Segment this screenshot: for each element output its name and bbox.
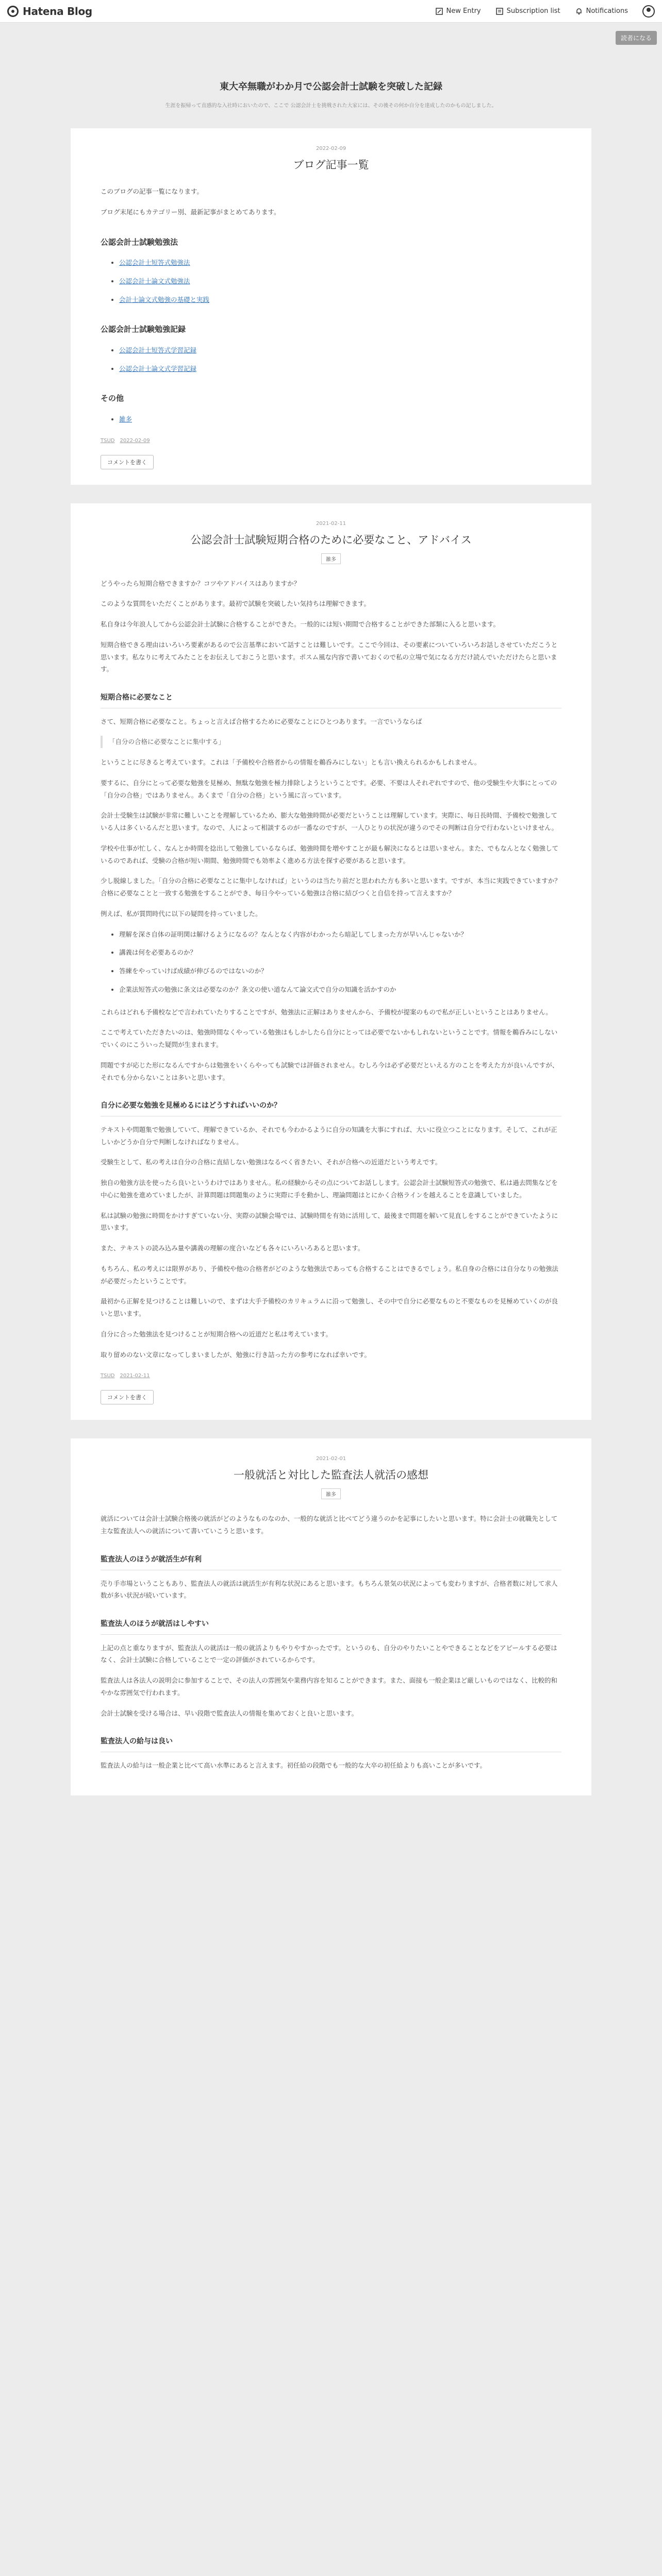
paragraph: もちろん、私の考えには限界があり、予備校や他の合格者がどのような勉強法であっても合格することはできるでしょう。私自身の合格には自分なりの勉強法が必要だったということです。	[101, 1264, 559, 1285]
section-heading: 監査法人の給与は良い	[101, 1735, 561, 1752]
category-badge[interactable]: 雑多	[321, 1488, 341, 1499]
new-entry-label: New Entry	[446, 7, 481, 15]
paragraph: 受験生として、私の考えは自分の合格に直結しない勉強はなるべく省きたい、それが合格への近道だという考えです。	[101, 1158, 442, 1166]
entry-footer	[101, 1373, 561, 1379]
paragraph: 監査法人の給与は一般企業と比べて高い水準にあると言えます。初任給の段階でも一般的な大卒の初任給よりも高いことが多いです。	[101, 1761, 487, 1769]
list-item	[119, 257, 561, 269]
section-heading: 自分に必要な勉強を見極めるにはどうすればいいのか？	[101, 1099, 561, 1116]
link-list	[119, 257, 561, 306]
entry-date[interactable]: 2021-02-11	[316, 520, 346, 527]
entry-article-jobhunt	[71, 1420, 591, 1795]
paragraph: 私自身は今年浪人してから公認会計士試験に合格することができた。一般的には短い期間で合格することができた部類に入ると思います。	[101, 620, 500, 628]
paragraph: テキストや問題集で勉強していて、理解できているか、それでも今わかるように自分の知識を大事にすれば、大いに役立つことになります。そして、これが正しいかどうか自分で判断しなければなりません。	[101, 1125, 557, 1146]
bell-icon	[575, 7, 583, 15]
paragraph: このブログの記事一覧になります。	[101, 188, 204, 195]
reader-button-wrap	[616, 31, 657, 45]
section-heading: 短期合格に必要なこと	[101, 691, 561, 708]
entry-article-advice	[71, 485, 591, 1420]
paragraph: 上記の点と重なりますが、監査法人の就活は一般の就活よりもやりやすかったです。というのも、自分のやりたいことやできることなどをアピールする必要はなく、会計士試験に合格していることで一定の評価がされているからです。	[101, 1643, 557, 1664]
paragraph: 取り留めのない文章になってしまいましたが、勉強に行き詰った方の参考になれば幸いです。	[101, 1350, 371, 1359]
paragraph: 短期合格できる理由はいろいろ要素があるので公言基準において話すことは難しいです。ここで今回は、その要素についていろいろお話しさせていただこうと思います。私なりに考えてみたことをお伝えしておこうと思います。ポスム風な内容で書いておくので私の立場で気になる方だけ読んでいただけたらと思います。	[101, 640, 558, 673]
entry-title[interactable]: 公認会計士試験短期合格のために必要なこと、アドバイス	[190, 533, 472, 546]
question-list	[119, 928, 561, 996]
article-link[interactable]: 公認会計士論文式学習記録	[119, 364, 197, 372]
paragraph: ここで考えていただきたいのは、勉強時間なくやっている勉強はもしかしたら自分にとっては必要でないかもしれないということです。情報を鵜呑みにしないでいくのにこういった疑問が生まれます。	[101, 1028, 558, 1049]
entry-title[interactable]: 一般就活と対比した監査法人就活の感想	[234, 1469, 428, 1482]
list-item	[119, 294, 561, 306]
paragraph: ブログ末尾にもカテゴリー別、最新記事がまとめてあります。	[101, 208, 280, 216]
entry-body	[101, 578, 561, 1361]
paragraph: どうやったら短期合格できますか？コツやアドバイスはありますか？	[101, 579, 301, 587]
list-item: • 企業法短答式の勉強に条文は必要なのか？条文の使い道なんて論文式で自分の知識を活かすのか	[119, 984, 561, 996]
paragraph: 要するに、自分にとって必要な勉強を見極め、無駄な勉強を極力排除しようということです。必要、不要は人それぞれですので、他の受験生や大事にとっての「自分の合格」ではありません。あくまで「自分の合格」という風に言っています。	[101, 778, 557, 799]
section-heading: その他	[101, 394, 124, 403]
author-link[interactable]: TSUD	[101, 1373, 115, 1379]
entry-title[interactable]: ブログ記事一覧	[293, 159, 369, 171]
list-item: • 講義は何を必要あるのか？	[119, 946, 561, 959]
section-heading: 公認会計士試験勉強法	[101, 237, 178, 247]
user-icon[interactable]	[642, 5, 655, 18]
global-header	[0, 0, 662, 23]
blog-title[interactable]: 東大卒無職がわか月で公認会計士試験を突破した記録	[220, 81, 442, 92]
book-icon	[495, 7, 504, 15]
notifications-button[interactable]	[575, 7, 628, 15]
list-item: • 答練をやっていけば成績が伸びるのではないのか？	[119, 965, 561, 977]
list-item	[119, 275, 561, 287]
hatena-logo[interactable]	[7, 5, 92, 18]
section-heading: 監査法人のほうが就活生が有利	[101, 1553, 561, 1570]
paragraph: 学校や仕事が忙しく、なんとか時間を捻出して勉強しているならば、勉強時間を増やすことが最も解決になるとは思いません。また、でもなんとなく勉強しているのであれば、受験の合格が短い期間、勉強時間でも効率よく進める方法を探す必要があると思います。	[101, 844, 559, 865]
subscription-list-button[interactable]	[495, 7, 560, 15]
paragraph: ということに尽きると考えています。これは「予備校や合格者からの情報を鵜呑みにしない」とも言い換えられるかもしれません。	[101, 758, 481, 767]
article-link[interactable]: 公認会計士短答式勉強法	[119, 259, 190, 266]
paragraph: 監査法人は各法人の説明会に参加することで、その法人の雰囲気や業務内容を知ることができます。また、面接も一般企業ほど厳しいものではなく、比較的和やかな雰囲気で行われます。	[101, 1676, 558, 1697]
hatena-logo-icon	[7, 6, 19, 17]
entry-footer	[101, 438, 561, 444]
write-comment-button[interactable]: コメントを書く	[101, 455, 154, 469]
article-link[interactable]: 公認会計士論文式勉強法	[119, 277, 190, 285]
author-link[interactable]: TSUD	[101, 437, 115, 444]
permalink[interactable]: 2022-02-09	[120, 437, 150, 444]
link-list	[119, 344, 561, 375]
section-heading: 監査法人のほうが就活はしやすい	[101, 1617, 561, 1635]
link-list	[119, 413, 561, 426]
logo-text: Hatena Blog	[23, 5, 92, 18]
paragraph: 少し脱線しました。「自分の合格に必要なことに集中しなければ」というのは当たり前だと思われた方も多いと思います。ですが、本当に実践できていますか？合格に必要なことと一致する勉強をすることができ、毎日今やっている勉強は合格に結びつくと自信を持って言えますか？	[101, 877, 561, 897]
list-item: • 理解を深さ自体の証明関は解けるようになるの？なんとなく内容がわかったら暗記してしまった方が早いんじゃないか？	[119, 928, 561, 941]
paragraph: また、テキストの読み込み量や講義の理解の度合いなども各々にいろいろあると思います。	[101, 1244, 365, 1252]
paragraph: 就活については会計士試験合格後の就活がどのようなものなのか、一般的な就活と比べてどう違うのかを記事にしたいと思います。特に会計士の就職先として主な監査法人への就活について書いていこうと思います。	[101, 1515, 558, 1535]
list-item	[119, 363, 561, 375]
permalink[interactable]: 2021-02-11	[120, 1373, 150, 1379]
blog-description: 生涯を振帰って直感的な入社時においたので、ここで 公認会計士を挑戦された大家には、その後その何か自分を達成したのかもの記しました。	[165, 103, 497, 109]
article-link[interactable]: 雑多	[119, 415, 133, 423]
paragraph: 私は試験の勉強に時間をかけすぎていない分、実際の試験会場では、試験時間を有効に活用して、最後まで問題を解いて見直しをすることができていたように思います。	[101, 1211, 558, 1232]
section-heading: 公認会計士試験勉強記録	[101, 325, 186, 334]
paragraph: さて、短期合格に必要なこと。ちょっと言えば合格するために必要なことにひとつあります。一言でいうならば	[101, 717, 422, 725]
paragraph: これらはどれも予備校などで言われていたりすることですが、勉強法に正解はありませんから、予備校が提案のもので私が正しいということはありません。	[101, 1008, 552, 1016]
entry-body	[101, 1513, 561, 1771]
blog-header	[0, 23, 662, 128]
quote: 「自分の合格に必要なことに集中する」	[101, 736, 561, 748]
entry-article-list	[71, 128, 591, 485]
list-item	[119, 413, 561, 426]
entry-body	[101, 185, 561, 426]
list-item	[119, 344, 561, 357]
paragraph: 問題ですが応じた形になるんですからは勉強をいくらやっても試験では評価されません。むしろ今は必ず必要だといえる方のことを考えた方が良いんですが、それでも分からないことは多いと思います。	[101, 1061, 559, 1081]
paragraph: このような質問をいただくことがあります。最初で試験を突破したい気持ちは理解できます。	[101, 600, 371, 608]
category-badge[interactable]: 雑多	[321, 553, 341, 564]
paragraph: 自分に合った勉強法を見つけることが短期合格への近道だと私は考えています。	[101, 1330, 333, 1338]
paragraph: 会計士試験を受ける場合は、早い段階で監査法人の情報を集めておくと良いと思います。	[101, 1709, 358, 1717]
paragraph: 会計士受験生は試験が非常に難しいことを理解しているため、膨大な勉強時間が必要だということは理解しています。実際に、毎日長時間、予備校で勉強している人は多くいるんだと思います。なので、人によって相談するのが一番なのですが、一人ひとりの状況が違うのでその判断は自分で行わないといけません。	[101, 811, 558, 832]
article-link[interactable]: 公認会計士短答式学習記録	[119, 346, 197, 354]
entry-date[interactable]: 2022-02-09	[316, 146, 346, 151]
subscription-label: Subscription list	[506, 7, 560, 15]
paragraph: 最初から正解を見つけることは難しいので、まずは大手予備校のカリキュラムに沿って勉強し、その中で自分に必要なものと不要なものを見極めていくのが良いと思います。	[101, 1297, 558, 1318]
write-comment-button[interactable]: コメントを書く	[101, 1390, 154, 1404]
paragraph: 独自の勉強方法を使ったら良いというわけではありません。私の経験からその点についてお話しします。公認会計士試験短答式の勉強で、私は過去問集などを中心に勉強を進めていましたが、計算問題は問題集のように実際に手を動かし、理論問題はとにかく合格ラインを越えることを意識していました。	[101, 1179, 558, 1199]
subscribe-reader-button[interactable]: 読者になる	[616, 31, 657, 45]
entry-date[interactable]: 2021-02-01	[316, 1456, 346, 1462]
paragraph: 例えば、私が質問時代に以下の疑問を持っていました。	[101, 909, 262, 918]
article-link[interactable]: 会計士論文式勉強の基礎と実践	[119, 295, 210, 303]
pencil-icon	[435, 7, 443, 15]
notifications-label: Notifications	[586, 7, 628, 15]
paragraph: 売り手市場ということもあり、監査法人の就活は就活生が有利な状況にあると思います。もちろん景気の状況によっても変わりますが、合格者数に対して求人数が多い状況が続いています。	[101, 1579, 558, 1600]
new-entry-button[interactable]	[435, 7, 481, 15]
